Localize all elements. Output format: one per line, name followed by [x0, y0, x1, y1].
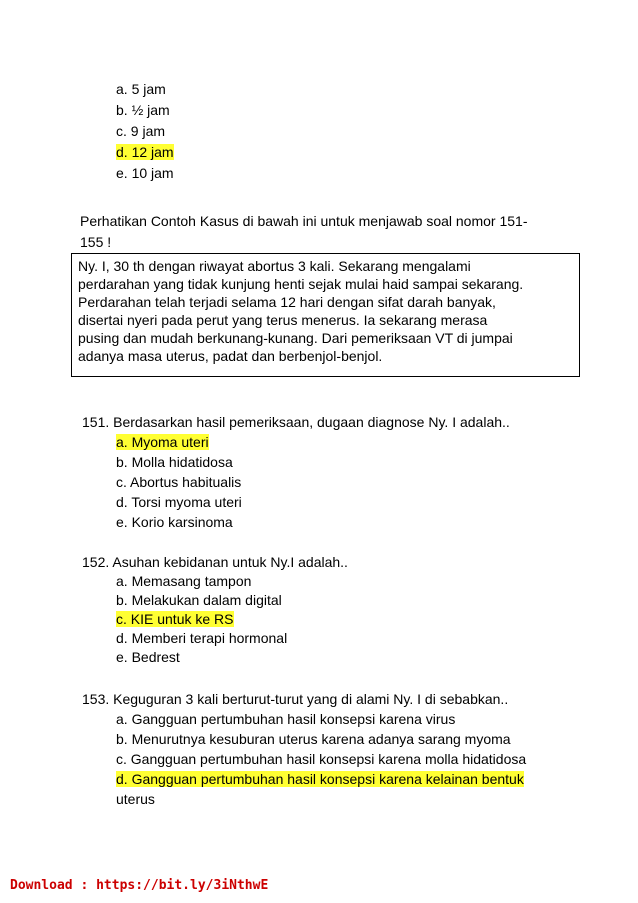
question-153-option-d-answer: d. Gangguan pertumbuhan hasil konsepsi karena kelainan bentuk: [116, 771, 524, 787]
option-b-prev: b. ½ jam: [116, 102, 170, 118]
question-152-option-a: a. Memasang tampon: [116, 573, 252, 589]
instruction-line-2: 155 !: [80, 234, 112, 250]
question-151-option-c: c. Abortus habitualis: [116, 474, 242, 490]
case-line: pusing dan mudah berkunang-kunang. Dari pemeriksaan VT di jumpai: [78, 330, 513, 346]
question-151-option-a-answer: a. Myoma uteri: [116, 434, 209, 450]
case-line: adanya masa uterus, padat dan berbenjol-benjol.: [78, 348, 383, 364]
question-153-option-d-continuation: uterus: [116, 791, 155, 807]
question-152-stem: 152. Asuhan kebidanan untuk Ny.I adalah..: [82, 554, 348, 570]
option-d-prev-answer: d. 12 jam: [116, 144, 174, 160]
question-153-stem: 153. Keguguran 3 kali berturut-turut yang di alami Ny. I di sebabkan..: [82, 691, 509, 707]
download-link[interactable]: Download : https://bit.ly/3iNthwE: [10, 878, 269, 893]
question-152-option-d: d. Memberi terapi hormonal: [116, 630, 288, 646]
question-151-option-e: e. Korio karsinoma: [116, 514, 233, 530]
question-151-option-d: d. Torsi myoma uteri: [116, 494, 242, 510]
question-152-option-b: b. Melakukan dalam digital: [116, 592, 282, 608]
question-153-option-c: c. Gangguan pertumbuhan hasil konsepsi karena molla hidatidosa: [116, 751, 527, 767]
option-a-prev: a. 5 jam: [116, 81, 166, 97]
question-151-option-b: b. Molla hidatidosa: [116, 454, 233, 470]
option-e-prev: e. 10 jam: [116, 165, 174, 181]
case-box: [71, 253, 580, 377]
question-151-stem: 151. Berdasarkan hasil pemeriksaan, dugaan diagnose Ny. I adalah..: [82, 414, 510, 430]
case-line: disertai nyeri pada perut yang terus menerus. Ia sekarang merasa: [78, 312, 488, 328]
question-152-option-c-answer: c. KIE untuk ke RS: [116, 611, 234, 627]
instruction-line-1: Perhatikan Contoh Kasus di bawah ini untuk menjawab soal nomor 151-: [80, 213, 528, 229]
case-line: Perdarahan telah terjadi selama 12 hari dengan sifat darah banyak,: [78, 294, 496, 310]
question-153-option-a: a. Gangguan pertumbuhan hasil konsepsi karena virus: [116, 711, 456, 727]
case-line: perdarahan yang tidak kunjung henti sejak mulai haid sampai sekarang.: [78, 276, 524, 292]
case-line: Ny. I, 30 th dengan riwayat abortus 3 kali. Sekarang mengalami: [78, 258, 471, 274]
option-c-prev: c. 9 jam: [116, 123, 166, 139]
question-152-option-e: e. Bedrest: [116, 649, 180, 665]
question-153-option-b: b. Menurutnya kesuburan uterus karena adanya sarang myoma: [116, 731, 511, 747]
